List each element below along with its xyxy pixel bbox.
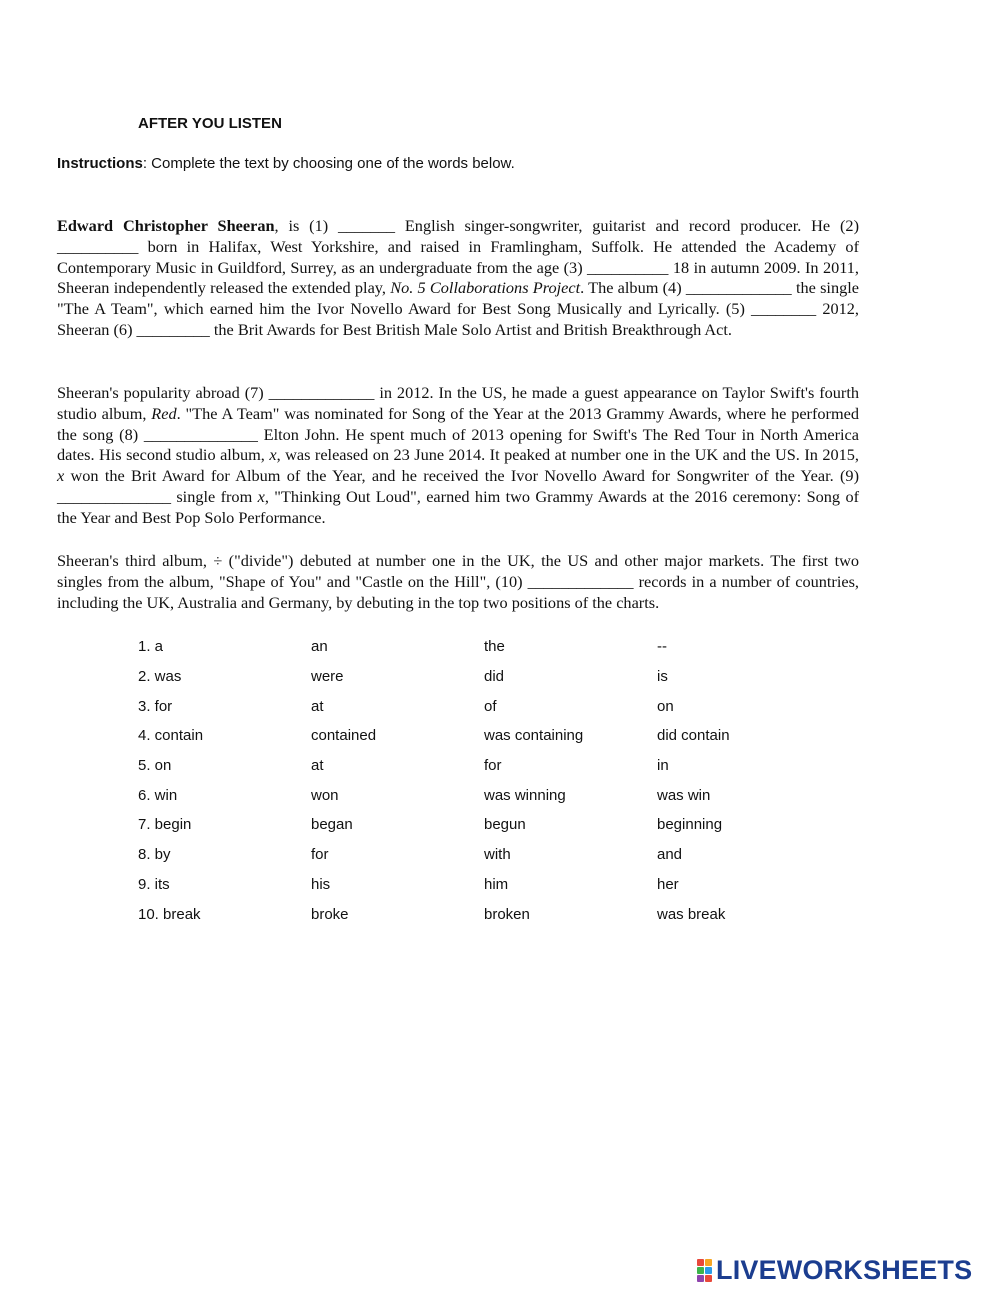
instructions [57, 155, 515, 172]
option-cell: 3. for [138, 697, 173, 715]
option-cell: beginning [657, 816, 723, 834]
option-cell: an [311, 638, 328, 656]
word-options-table [138, 632, 830, 929]
option-cell: at [311, 757, 324, 775]
paragraph-2-text-c: , was released on 23 June 2014. It peaked at number one in the UK and the US. In 2015, [276, 445, 859, 465]
option-cell: is [657, 668, 668, 686]
option-cell: 6. win [138, 786, 178, 804]
options-row [138, 691, 830, 721]
options-row [138, 721, 830, 751]
album-title-x: x [57, 466, 65, 486]
option-cell: won [311, 786, 339, 804]
option-cell: 2. was [138, 668, 182, 686]
paragraph-1-text-a: , is (1) _______ English singer-songwriter, guitarist and record producer. He (2) __________ born in Halifax, West Yorkshire, and raised in Framlingham, Suffolk. He attended the Academy of Contemporary Music in Guildford, Surrey, as an undergraduate from the age (3) __________ 18 in autumn 2009. In 2011, Sheeran independently released the extended play, [57, 216, 859, 298]
paragraph-3: Sheeran's third album, ÷ ("divide") debuted at number one in the UK, the US and other major markets. The first two singles from the album, "Shape of You" and "Castle on the Hill", (10) _____________ records in a number of countries, including the UK, Australia and Germany, by debuting in the top two positions of the charts. [57, 551, 859, 612]
option-cell: 9. its [138, 875, 170, 893]
option-cell: and [657, 846, 683, 864]
options-row [138, 870, 830, 900]
option-cell: 8. by [138, 846, 171, 864]
options-row [138, 840, 830, 870]
album-title-red: Red [151, 403, 177, 423]
options-row [138, 899, 830, 929]
options-row [138, 751, 830, 781]
option-cell: was win [657, 786, 711, 804]
album-title-x: x [257, 486, 265, 506]
logo-block [697, 1259, 704, 1266]
option-cell: did contain [657, 727, 730, 745]
option-cell: at [311, 697, 324, 715]
option-cell: broken [484, 905, 530, 923]
options-row [138, 632, 830, 662]
option-cell: was break [657, 905, 726, 923]
logo-mark-icon [697, 1259, 712, 1282]
paragraph-2-text-e: , "Thinking Out Loud", earned him two Grammy Awards at the 2016 ceremony: Song of the Year and Best Pop Solo Performance. [57, 486, 860, 527]
option-cell: began [311, 816, 353, 834]
option-cell: -- [657, 638, 667, 656]
option-cell: 5. on [138, 757, 172, 775]
option-cell: 7. begin [138, 816, 192, 834]
option-cell: the [484, 638, 505, 656]
paragraph-2 [57, 383, 859, 529]
option-cell: in [657, 757, 669, 775]
option-cell: for [311, 846, 329, 864]
instructions-label: Instructions [57, 155, 143, 172]
option-cell: on [657, 697, 674, 715]
logo-block [705, 1267, 712, 1274]
options-row [138, 810, 830, 840]
section-heading: AFTER YOU LISTEN [138, 115, 282, 132]
artist-name: Edward Christopher Sheeran [57, 216, 275, 235]
logo-block [697, 1267, 704, 1274]
option-cell: for [484, 757, 502, 775]
option-cell: was containing [484, 727, 584, 745]
option-cell: of [484, 697, 497, 715]
album-title-x: x [269, 445, 277, 465]
liveworksheets-logo [697, 1255, 972, 1285]
option-cell: his [311, 875, 331, 893]
option-cell: begun [484, 816, 526, 834]
paragraph-2-text-a: Sheeran's popularity abroad (7) _____________ in 2012. In the US, he made a guest appearance on Taylor Swift's fourth studio album, [57, 383, 859, 423]
option-cell: was winning [484, 786, 566, 804]
paragraph-1 [57, 216, 859, 341]
option-cell: contained [311, 727, 377, 745]
option-cell: 10. break [138, 905, 201, 923]
options-row [138, 780, 830, 810]
ep-title: No. 5 Collaborations Project [390, 278, 581, 298]
paragraph-2-text-d: won the Brit Award for Album of the Year, and he received the Ivor Novello Award for Songwriter of the Year. (9) ______________ single from [57, 466, 859, 506]
logo-block [705, 1275, 712, 1282]
option-cell: did [484, 668, 505, 686]
option-cell: him [484, 875, 509, 893]
paragraph-1-text-b: . The album (4) _____________ the single "The A Team", which earned him the Ivor Novello Award for Best Song Musically and Lyrically. (5) ________ 2012, Sheeran (6) _________ the Brit Awards for Best British Male Solo Artist and British Breakthrough Act. [57, 278, 859, 339]
logo-text: LIVEWORKSHEETS [716, 1254, 973, 1285]
logo-block [697, 1275, 704, 1282]
option-cell: broke [311, 905, 349, 923]
option-cell: her [657, 875, 679, 893]
instructions-text: : Complete the text by choosing one of the words below. [142, 155, 515, 172]
option-cell: with [484, 846, 511, 864]
option-cell: 4. contain [138, 727, 204, 745]
options-row [138, 662, 830, 692]
paragraph-2-text-b: . "The A Team" was nominated for Song of the Year at the 2013 Grammy Awards, where he performed the song (8) ______________ Elton John. He spent much of 2013 opening for Swift's The Red Tour in North America dates. His second studio album, [57, 403, 859, 465]
option-cell: 1. a [138, 638, 164, 656]
logo-block [705, 1259, 712, 1266]
option-cell: were [311, 668, 344, 686]
